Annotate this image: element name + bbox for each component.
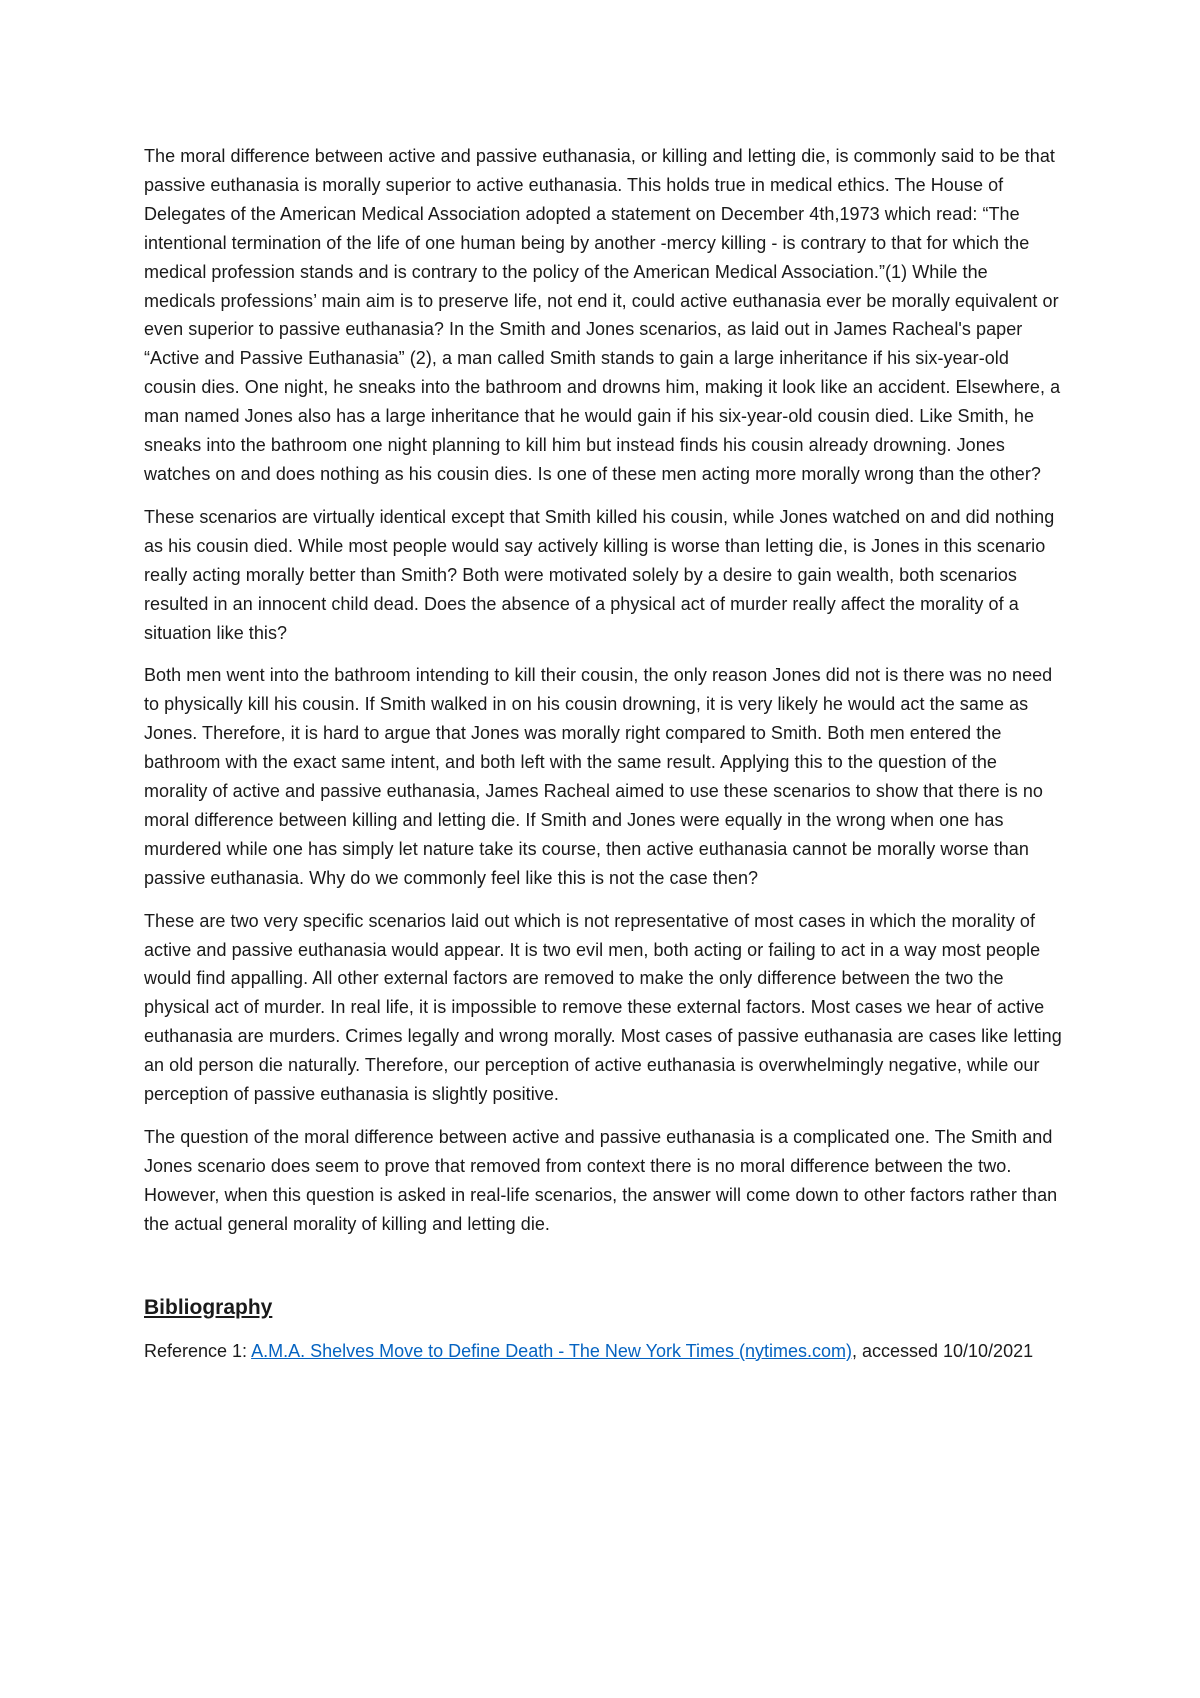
reference-1-suffix: , accessed 10/10/2021 [851,1340,1034,1361]
reference-1-link[interactable]: A.M.A. Shelves Move to Define Death - The New York Times (nytimes.com) [251,1340,852,1361]
body-paragraph-4: These are two very specific scenarios laid out which is not representative of most cases in which the morality of active and passive euthanasia would appear. It is two evil men, both acting or failing to act in a way most people would find appalling. All other external factors are removed to make the only difference between the two the physical act of murder. In real life, it is impossible to remove these external factors. Most cases we hear of active euthanasia are murders. Crimes legally and wrong morally. Most cases of passive euthanasia are cases like letting an old person die naturally. Therefore, our perception of active euthanasia is overwhelmingly negative, while our perception of passive euthanasia is slightly positive. [144,910,1062,1105]
body-paragraph-3: Both men went into the bathroom intending to kill their cousin, the only reason Jones did not is there was no need to physically kill his cousin. If Smith walked in on his cousin drowning, it is very likely he would act the same as Jones. Therefore, it is hard to argue that Jones was morally right compared to Smith. Both men entered the bathroom with the exact same intent, and both left with the same result. Applying this to the question of the morality of active and passive euthanasia, James Racheal aimed to use these scenarios to show that there is no moral difference between killing and letting die. If Smith and Jones were equally in the wrong when one has murdered while one has simply let nature take its course, then active euthanasia cannot be morally worse than passive euthanasia. Why do we commonly feel like this is not the case then? [144,665,1053,888]
reference-1-prefix: Reference 1: [144,1340,252,1361]
body-paragraph-1: The moral difference between active and passive euthanasia, or killing and letting die, is commonly said to be that passive euthanasia is morally superior to active euthanasia. This holds true in medical ethics. The House of Delegates of the American Medical Association adopted a statement on December 4th,1973 which read: “The intentional termination of the life of one human being by another -mercy killing - is contrary to that for which the medical profession stands and is contrary to the policy of the American Medical Association.”(1) While the medicals professions’ main aim is to preserve life, not end it, could active euthanasia ever be morally equivalent or even superior to passive euthanasia? In the Smith and Jones scenarios, as laid out in James Racheal's paper “Active and Passive Euthanasia” (2), a man called Smith stands to gain a large inheritance if his six-year-old cousin dies. One night, he sneaks into the bathroom and drowns him, making it look like an accident. Elsewhere, a man named Jones also has a large inheritance that he would gain if his six-year-old cousin died. Like Smith, he sneaks into the bathroom one night planning to kill him but instead finds his cousin already drowning. Jones watches on and does nothing as his cousin dies. Is one of these men acting more morally wrong than the other? [144,146,1061,484]
document-page [144,142,1062,1366]
reference-1 [144,1337,1062,1366]
body-paragraph-5: The question of the moral difference between active and passive euthanasia is a complicated one. The Smith and Jones scenario does seem to prove that removed from context there is no moral difference between the two. However, when this question is asked in real-life scenarios, the answer will come down to other factors rather than the actual general morality of killing and letting die. [144,1127,1058,1234]
bibliography-heading: Bibliography [144,1295,273,1319]
body-paragraph-2: These scenarios are virtually identical except that Smith killed his cousin, while Jones watched on and did nothing as his cousin died. While most people would say actively killing is worse than letting die, is Jones in this scenario really acting morally better than Smith? Both were motivated solely by a desire to gain wealth, both scenarios resulted in an innocent child dead. Does the absence of a physical act of murder really affect the morality of a situation like this? [144,506,1055,643]
